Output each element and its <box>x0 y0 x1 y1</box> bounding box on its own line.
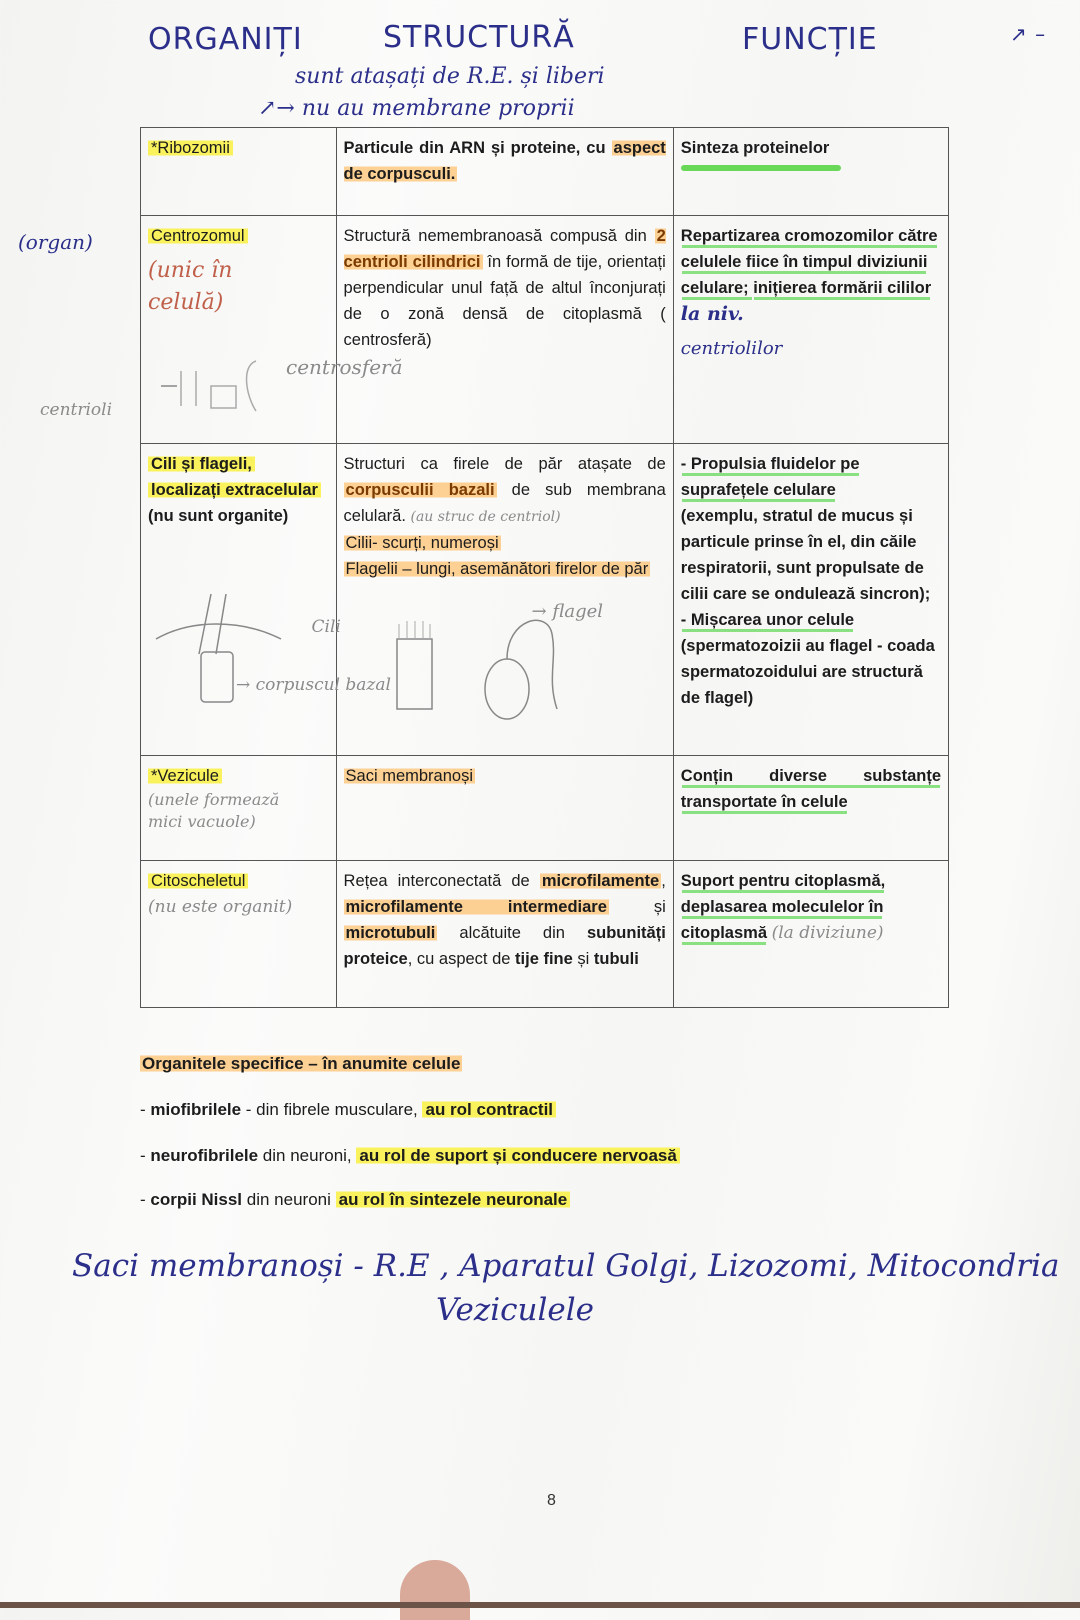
structure-text: Particule din ARN și proteine, cu <box>343 139 612 157</box>
cilii-line <box>344 530 666 556</box>
function-text: inițierea formării cililor <box>753 279 932 297</box>
sketch-label-cili: Cili <box>311 617 341 637</box>
heading-organiti: ORGANIȚI <box>148 22 303 57</box>
function-line <box>681 451 941 503</box>
table-row <box>141 216 949 444</box>
structure-highlight: aspect de corpusculi. <box>343 139 666 183</box>
sketch-label-flagel: → flagel <box>531 601 604 622</box>
structure-segment: Rețea interconectată de <box>343 872 540 890</box>
organelle-name-line: localizați extracelular <box>148 481 321 499</box>
organelle-cell <box>141 861 337 1008</box>
bottom-note-line1: Saci membranoși - R.E , Aparatul Golgi, Lizozomi, Mitocondria <box>72 1248 1060 1284</box>
organelle-name-line-3 <box>148 503 329 529</box>
margin-note-centrioli: centrioli <box>40 400 113 420</box>
organelle-note: (nu este organit) <box>148 897 293 917</box>
function-line <box>681 633 941 711</box>
item-middle: - din fibrele musculare, <box>241 1100 423 1119</box>
structure-cell <box>336 216 673 444</box>
function-text: Sinteza proteinelor <box>680 139 830 157</box>
function-text: Suport pentru citoplasmă, deplasarea moleculelor în citoplasmă <box>680 872 886 942</box>
function-text: Repartizarea cromozomilor către celulele fiice în timpul diviziunii celulare; <box>680 227 938 297</box>
organelles-table <box>140 127 949 1008</box>
table-row <box>141 128 949 216</box>
organelle-name-line: Cili și flageli, <box>148 455 255 473</box>
structure-segment: și <box>608 898 666 916</box>
bullet: - <box>140 1190 151 1209</box>
finger-photo-artifact <box>400 1560 470 1620</box>
organelle-name: *Ribozomii <box>148 139 233 157</box>
item-middle: din neuroni, <box>258 1146 357 1165</box>
structure-cell <box>336 756 673 861</box>
item-term: miofibrilele <box>150 1100 242 1119</box>
structure-highlight: microfilamente intermediare <box>345 898 607 916</box>
table-row <box>141 756 949 861</box>
item-role: au rol contractil <box>422 1100 556 1119</box>
function-cell <box>673 444 948 756</box>
heading-functie: FUNCȚIE <box>742 22 878 57</box>
structure-text: Structură nemembranoasă compusă din <box>343 227 655 245</box>
specific-item <box>140 1190 570 1210</box>
bullet: - <box>140 1100 151 1119</box>
sketch-label-centrosfera: centrosferă <box>286 355 403 379</box>
organelle-name-line-2 <box>148 477 329 503</box>
structure-segment: și <box>572 950 594 968</box>
structure-highlight: corpusculii bazali <box>345 481 495 499</box>
organelle-note: (unele formează mici vacuole) <box>148 790 280 831</box>
bullet: - <box>140 1146 151 1165</box>
structure-bold: subunități proteice <box>343 924 666 968</box>
structure-text: în formă de tije, orientați perpendicular unul față de altul înconjurați de o zonă densă de citoplasmă ( centrosferă) <box>343 253 666 349</box>
structure-segment: alcătuite din <box>437 924 587 942</box>
function-text: - Mișcarea unor celule <box>680 611 855 629</box>
structure-segment: , <box>661 872 666 890</box>
function-cell <box>673 861 948 1008</box>
cilii-text: Cilii- scurți, numeroși <box>345 534 499 552</box>
function-note: (la diviziune) <box>771 923 884 943</box>
table-row <box>141 444 949 756</box>
structure-highlight: microtubuli <box>345 924 436 942</box>
specific-item <box>140 1146 680 1166</box>
table-row <box>141 861 949 1008</box>
page-edge <box>0 1602 1080 1608</box>
function-cell <box>673 756 948 861</box>
function-note-2: centriolilor <box>680 338 783 359</box>
note-no-membrane: ↗→ nu au membrane proprii <box>258 96 575 121</box>
organelle-name: Citoscheletul <box>148 872 248 890</box>
structure-bold: tubuli <box>593 950 639 968</box>
structure-highlight: Saci membranoși <box>345 767 473 785</box>
function-text: (spermatozoizii au flagel - coada spermatozoidului are structură de flagel) <box>680 637 935 707</box>
centriole-sketch-icon <box>161 356 271 416</box>
organelle-cell <box>141 444 391 756</box>
flagelii-line <box>344 556 666 582</box>
flagelii-text: Flagelii – lungi, asemănători firelor de păr <box>345 560 649 578</box>
specific-item <box>140 1100 556 1120</box>
note-attached-re: sunt atașați de R.E. și liberi <box>295 64 605 89</box>
cilia-flagellum-sketch-icon <box>357 609 637 729</box>
item-middle: din neuroni <box>242 1190 336 1209</box>
structure-segment: , cu aspect de <box>407 950 516 968</box>
function-cell <box>673 128 948 216</box>
organelle-note: (unic în celulă) <box>148 258 233 315</box>
organelle-name <box>148 451 329 477</box>
organelle-cell <box>141 216 403 444</box>
structure-note: (au struc de centriol) <box>410 509 561 525</box>
specific-title-text: Organitele specifice – în anumite celule <box>142 1054 461 1073</box>
function-line <box>681 503 941 607</box>
organelle-name-line: (nu sunt organite) <box>148 507 289 525</box>
structure-cell <box>336 128 673 216</box>
organelle-name: Centrozomul <box>148 227 248 245</box>
function-note: la niv. <box>680 303 744 325</box>
corner-mark: ↗ – <box>1010 22 1047 46</box>
green-highlight <box>681 165 841 171</box>
item-role: au rol în sintezele neuronale <box>336 1190 571 1209</box>
item-term: neurofibrilele <box>150 1146 259 1165</box>
item-role: au rol de suport și conducere nervoasă <box>356 1146 679 1165</box>
structure-highlight: 2 centrioli cilindrici <box>343 227 666 271</box>
function-text: - Propulsia fluidelor pe suprafețele celulare <box>680 455 860 499</box>
structure-bold: tije fine <box>515 950 573 968</box>
function-cell <box>673 216 948 444</box>
bottom-note-line2: Veziculele <box>436 1292 594 1328</box>
item-term: corpii Nissl <box>150 1190 243 1209</box>
function-text: Conțin diverse substanțe transportate în celule <box>680 767 941 811</box>
organelle-name: *Vezicule <box>148 767 222 785</box>
structure-text <box>344 451 666 530</box>
structure-segment: Structuri ca firele de păr atașate de <box>343 455 666 473</box>
organelle-cell <box>141 128 337 216</box>
function-text: (exemplu, stratul de mucus și particule prinse în el, din căile respiratorii, sunt propulsate de cilii care se ondulează sincron); <box>680 507 931 603</box>
structure-highlight: microfilamente <box>541 872 660 890</box>
function-line <box>681 607 941 633</box>
heading-structura: STRUCTURĂ <box>383 20 575 55</box>
sketch-label-basal: → corpuscul bazal <box>236 675 391 695</box>
structure-cell <box>336 861 673 1008</box>
margin-note-organ: (organ) <box>18 230 93 254</box>
structure-segment: de sub membrana celulară. <box>343 481 666 525</box>
specific-title <box>140 1054 462 1074</box>
page-number: 8 <box>547 1492 556 1509</box>
organelle-cell <box>141 756 337 861</box>
